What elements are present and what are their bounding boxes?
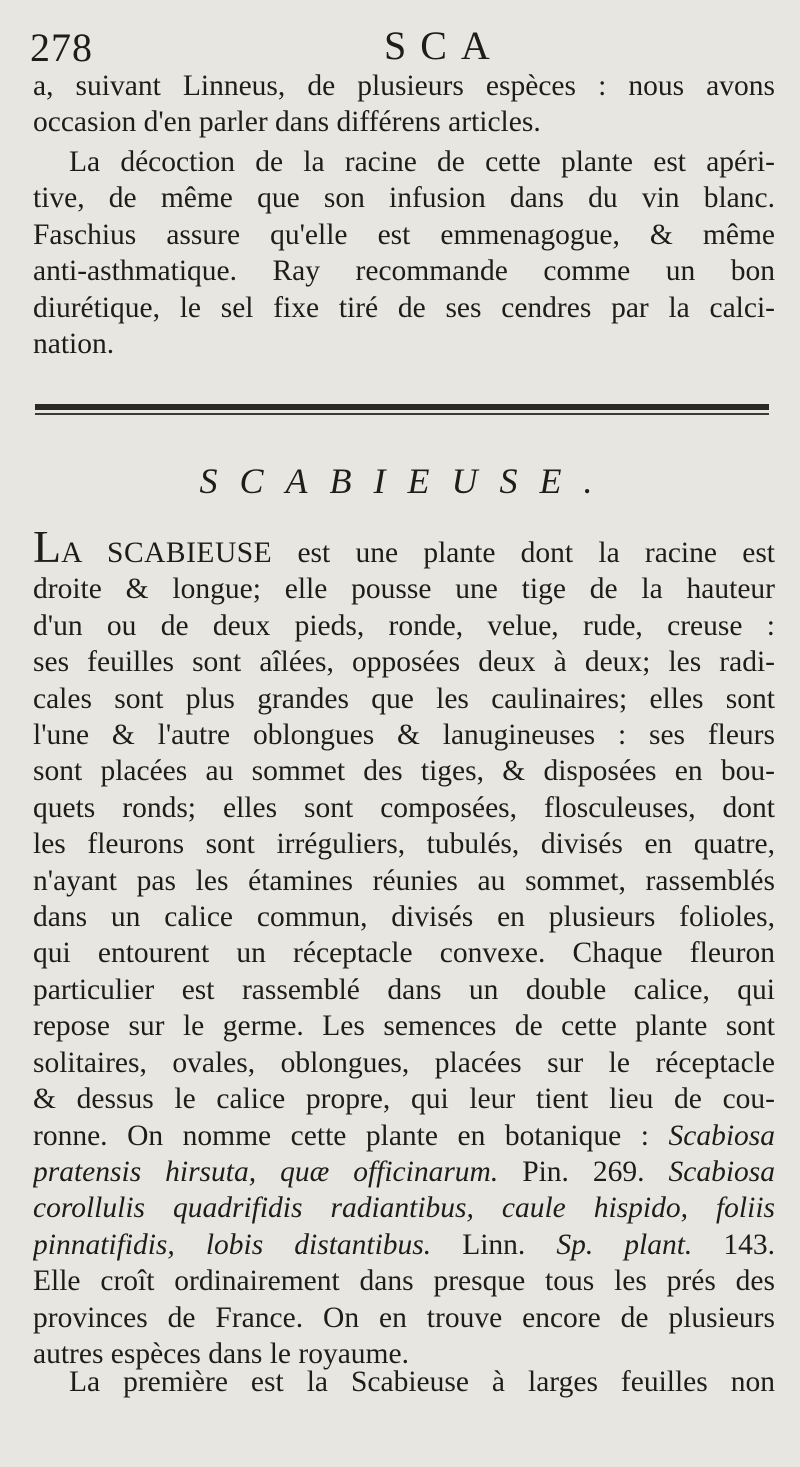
text-line: sont placées au sommet des tiges, & disposées en bou- bbox=[33, 755, 775, 788]
next-paragraph bbox=[33, 1364, 775, 1400]
roman-text: Pin. 269. bbox=[522, 1155, 645, 1188]
roman-text: 143. bbox=[723, 1228, 775, 1261]
text-line: les fleurons sont irréguliers, tubulés, divisés en quatre, bbox=[33, 828, 775, 861]
section-title: SCABIEUSE. bbox=[199, 461, 615, 501]
rule-thin bbox=[35, 413, 769, 415]
text-line: droite & longue; elle pousse une tige de la hauteur bbox=[33, 573, 775, 606]
italic-text: Sp. plant. bbox=[556, 1228, 693, 1261]
text-line: quets ronds; elles sont composées, flosculeuses, dont bbox=[33, 791, 775, 824]
section-divider-rule bbox=[35, 404, 769, 414]
italic-text: Scabiosa bbox=[668, 1119, 775, 1152]
roman-text: Linn. bbox=[462, 1228, 526, 1261]
text-line: qui entourent un réceptacle convexe. Chaque fleuron bbox=[33, 937, 775, 970]
roman-text: ronne. On nomme cette plante en botanique : bbox=[33, 1119, 649, 1152]
continuation-paragraph bbox=[33, 68, 775, 141]
italic-text: Scabiosa bbox=[668, 1155, 775, 1188]
text-line-first bbox=[33, 532, 775, 571]
scabieuse-article bbox=[33, 532, 775, 1372]
text-line: dans un calice commun, divisés en plusieurs folioles, bbox=[33, 901, 775, 934]
text-line: particulier est rassemblé dans un double calice, qui bbox=[33, 973, 775, 1006]
text-line: anti-asthmatique. Ray recommande comme un bon bbox=[33, 255, 775, 288]
text-line: La décoction de la racine de cette plante est apéri- bbox=[69, 146, 775, 178]
text-line: & dessus le calice propre, qui leur tient lieu de cou- bbox=[33, 1083, 775, 1116]
text-line-mixed bbox=[33, 1227, 775, 1263]
text-line: d'un ou de deux pieds, ronde, velue, rude, creuse : bbox=[33, 609, 775, 642]
text-line: La première est la Scabieuse à larges feuilles non bbox=[69, 1366, 775, 1398]
text-line: nation. bbox=[33, 328, 115, 361]
running-title: SCA bbox=[384, 23, 504, 68]
text-line: Elle croît ordinairement dans presque tous les prés des bbox=[33, 1265, 775, 1298]
text-line: diurétique, le sel fixe tiré de ses cendres par la calci- bbox=[33, 291, 775, 324]
drop-cap: L bbox=[33, 532, 62, 572]
text-line-italic: corollulis quadrifidis radiantibus, caule hispido, foliis bbox=[33, 1192, 775, 1225]
decoction-paragraph bbox=[33, 144, 775, 362]
text-line: a, suivant Linneus, de plusieurs espèces : nous avons bbox=[33, 70, 775, 102]
italic-text: pratensis hirsuta, quæ officinarum. bbox=[33, 1155, 499, 1188]
text-line: ses feuilles sont aîlées, opposées deux à deux; les radi- bbox=[33, 646, 775, 679]
text-line: repose sur le germe. Les semences de cette plante sont bbox=[33, 1010, 775, 1043]
first-line-rest: est une plante dont la racine est bbox=[297, 537, 775, 569]
rule-thick bbox=[35, 404, 769, 410]
text-line: solitaires, ovales, oblongues, placées sur le réceptacle bbox=[33, 1046, 775, 1079]
text-line: l'une & l'autre oblongues & lanugineuses : ses fleurs bbox=[33, 719, 775, 752]
text-line: occasion d'en parler dans différens articles. bbox=[33, 106, 541, 139]
text-line: autres espèces dans le royaume. bbox=[33, 1337, 409, 1370]
running-head bbox=[30, 18, 780, 68]
text-line-mixed bbox=[33, 1154, 775, 1190]
text-line: tive, de même que son infusion dans du vin blanc. bbox=[33, 182, 775, 215]
text-line: provinces de France. On en trouve encore de plusieurs bbox=[33, 1301, 775, 1334]
text-line: cales sont plus grandes que les caulinaires; elles sont bbox=[33, 682, 775, 715]
italic-text: pinnatifidis, lobis distantibus. bbox=[33, 1228, 432, 1261]
text-line: n'ayant pas les étamines réunies au sommet, rassemblés bbox=[33, 864, 775, 897]
lead-smallcaps: A SCABIEUSE bbox=[61, 537, 273, 569]
text-line: Faschius assure qu'elle est emmenagogue, & même bbox=[33, 218, 775, 251]
page-number: 278 bbox=[30, 25, 93, 70]
text-line-mixed bbox=[33, 1118, 775, 1154]
